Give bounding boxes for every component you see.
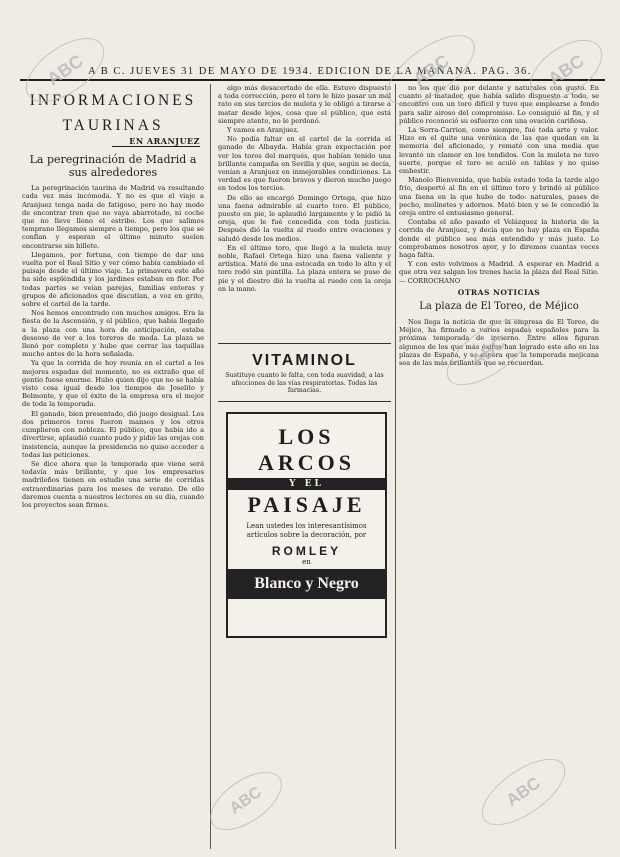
section-title-line-1: INFORMACIONES [29, 92, 197, 109]
column-2 [218, 84, 391, 338]
column-divider [210, 84, 211, 849]
section-title-line-2: TAURINAS [62, 117, 164, 134]
watermark-stamp: ABC [15, 25, 115, 114]
article-paragraph: Y con esto volvimos a Madrid. A esperar en Madrid a que otra vez salgan los trenes hacia la plaza del Real Sitio. — CORROCHANO [399, 260, 599, 285]
watermark-stamp: ABC [471, 746, 576, 838]
publication-banner: Blanco y Negro [228, 569, 385, 599]
section-subtitle: EN ARANJUEZ [129, 136, 200, 146]
vitaminol-text: Sustituye cuanto le falta, con toda suavidad, a las afecciones de las vías respiratorias. Todas las farmacias. [225, 372, 384, 394]
article-paragraph: Llegamos, por fortuna, con tiempo de dar una vuelta por el Real Sitio y ver cómo había cambiado el paisaje desde el último viaje. La primavera este año ha sido espléndida y los jardines estaban en flor. Por todas partes se veían parejas, familias enteras y grupos de aficionados que discutían, a voz en grito, sobre el cartel de la tarde. [22, 250, 204, 309]
book-title-line-2: PAISAJE [247, 491, 366, 517]
article-paragraph: La Sorra-Carrion, como siempre, fué toda arte y valor. Hizo en el quite una verónica de las que quedan en la memoria del aficionado, y remató con una media que levantó un clamor en los tendidos. Con la muleta no tuvo suerte, porque el toro se aculó en tablas y no quiso embestir. [399, 126, 599, 176]
subtitle-rule [112, 146, 200, 147]
watermark-stamp: ABC [376, 22, 486, 118]
book-description: Lean ustedes los interesantísimos artículos sobre la decoración, por [246, 521, 367, 539]
article-paragraph: Y vamos en Aranjuez. [227, 126, 299, 135]
article-paragraph: De ello se encargó Domingo Ortega, que hizo una faena admirable al cuarto toro. El público, puesto en pie, le aplaudió largamente y le pidió la oreja, que le fué concedida con toda justicia. Después dió la vuelta al ruedo entre ovaciones y saludó desde los medios. [218, 193, 391, 243]
author-name: ROMLEY [271, 543, 342, 558]
publication-prefix: en [302, 557, 311, 566]
masthead: A B C. JUEVES 31 DE MAYO DE 1934. EDICION DE LA MAÑANA. PAG. 36. [88, 66, 532, 77]
article-paragraph: No podía faltar en el cartel de la corrida el ganado de Albayda. Había gran expectación por ver los toros del marqués, que habían tenido una brillante campaña en Sevilla y que, según se decía, venían a Aranjuez en inmejorables condiciones. La verdad es que fueron bravos y dieron mucho juego en todos los tercios. [218, 135, 391, 193]
vitaminol-brand: VITAMINOL [252, 352, 357, 369]
article-headline: La peregrinación de Madrid a sus alrededores [29, 153, 197, 180]
other-news-heading: OTRAS NOTICIAS [457, 287, 541, 297]
article-paragraph: no los que dió por delante y naturales con gusto. En cuanto al matador, que había salido dispuesto a todo, se encontró con un toro difícil y tuvo que emplearse a fondo para salir airoso del compromiso. Lo consiguió al fin, y el público reconoció su esfuerzo con una ovación cariñosa. [399, 84, 599, 125]
book-title-line-1: LOS ARCOS [257, 423, 355, 475]
watermark-stamp: ABC [200, 760, 291, 841]
article-paragraph: Manolo Bienvenida, que había estado toda la tarde algo frío, despertó al fin en el último toro y brindó al público una faena en la que hubo de todo: naturales, pases de pecho, molinetes y adornos. Mató bien y se le concedió la oreja entre el entusiasmo general. [399, 176, 599, 218]
article-paragraph: Se dice ahora que la temporada que viene será todavía más brillante, y que los empresarios madrileños tienen en estudio una serie de corridas extraordinarias para los meses de verano. De ello daremos cuenta a nuestros lectores en su día, cuando los proyectos sean firmes. [22, 459, 204, 509]
article-paragraph: En el último toro, que llegó a la muleta muy noble, Rafael Ortega hizo una faena valiente y artística. Mató de una estocada en todo lo alto y el toro rodó sin puntilla. La plaza entera se puso de pie y el diestro dió la vuelta al ruedo con la oreja en la mano. [218, 243, 391, 293]
news-headline: La plaza de El Toreo, de Méjico [419, 301, 579, 313]
watermark-stamp: ABC [436, 306, 541, 398]
article-paragraph: Ya que la corrida de hoy reunía en el cartel a los mejores espadas del momento, no es extraño que el gentío fuese enorme. Hubo quien dijo que no se había visto cosa igual desde los tiempos de Joselito y Belmonte, y que el éxito de la empresa era el mejor de toda la temporada. [22, 359, 204, 409]
article-paragraph: Nos llega la noticia de que la empresa de El Toreo, de Méjico, ha firmado a varios espadas españoles para la próxima temporada de invierno. Entre ellos figuran algunos de los que más éxitos han logrado este año en las plazas de España, y se espera que la temporada mejicana sea de las más brillantes que se recuerdan. [399, 318, 599, 368]
masthead-rule [20, 79, 605, 81]
watermark-stamp: ABC [519, 28, 613, 113]
book-ad [226, 412, 387, 638]
vitaminol-ad [218, 344, 391, 402]
article-paragraph: Nos hemos encontrado con muchos amigos. Era la fiesta de la Ascensión, y el público, que había llegado a la plaza con una hora de anticipación, estaba deseoso de ver a los toreros de moda. La plaza se llenó por completo y hubo que cerrar las taquillas mucho antes de la hora señalada. [22, 309, 204, 359]
column-divider [395, 84, 396, 849]
book-title-band: Y EL [228, 478, 385, 490]
article-paragraph: La peregrinación taurina de Madrid va resultando cada vez más incómoda. Y no es que el viaje a Aranjuez tenga nada de fatigoso, pero no hay modo de encontrar tren que no vaya abarrotado, ni coche que no lleve lleno el estribo. Los que salimos temprano llegamos siempre a tiempo, pero los que se confían y esperan el último minuto suelen encontrarse sin billete. [22, 184, 204, 250]
article-paragraph: algo más desacertado de ella. Estuvo dispuesto a toda corrección, pero el toro le hizo pasar un mal rato en sus tercios de muleta y le obligó a tirarse a matar desde lejos, cosa que el público, que está siempre atento, no le perdonó. [218, 84, 391, 125]
article-paragraph: Contaba el año pasado el Velázquez la historia de la corrida de Aranjuez, y decía que no hay plaza en España donde el público sea más entendido y más justo. Lo comprobamos nosotros ayer, y lo diremos cuantas veces haga falta. [399, 218, 599, 260]
column-1 [22, 84, 204, 844]
column-3 [399, 84, 599, 844]
article-paragraph: El ganado, bien presentado, dió juego desigual. Los dos primeros toros fueron mansos y los otros cumplieron con nobleza. El público, que había ido a divertirse, aplaudió cuanto pudo y pidió las orejas con insistencia, aunque la presidencia no quiso acceder a todas las peticiones. [22, 409, 204, 459]
